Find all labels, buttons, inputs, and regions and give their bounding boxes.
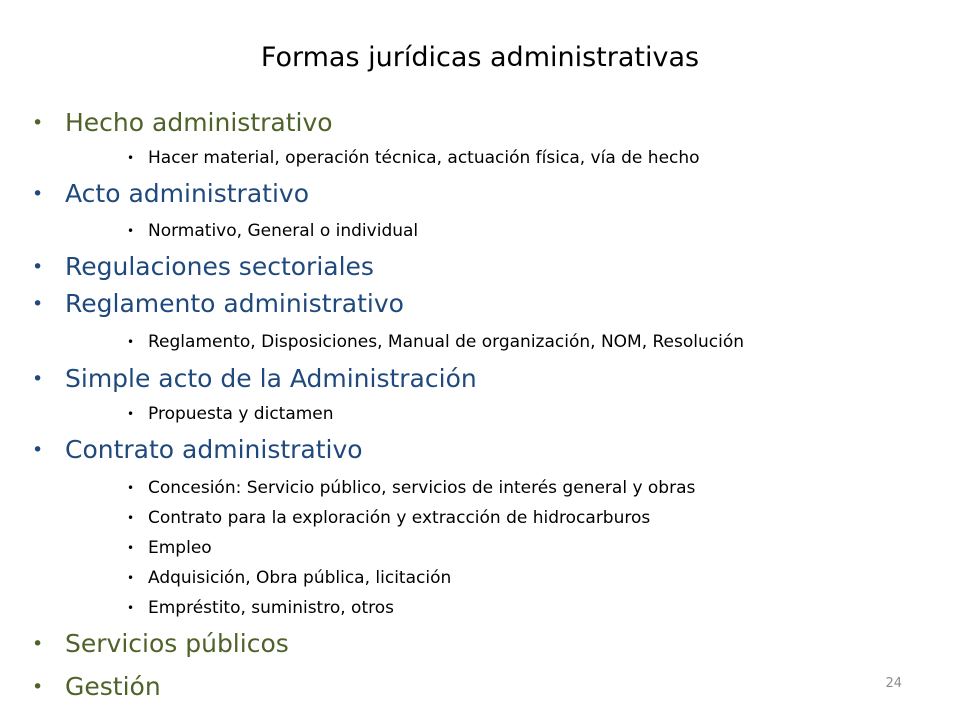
slide-title: Formas jurídicas administrativas bbox=[260, 42, 700, 73]
sub-bullet-item-label: Empréstito, suministro, otros bbox=[148, 598, 394, 618]
sub-bullet-item-label: Contrato para la exploración y extracción de hidrocarburos bbox=[148, 508, 651, 528]
bullet-dot-icon: • bbox=[32, 676, 44, 698]
sub-bullet-dot-icon: • bbox=[127, 511, 135, 525]
sub-bullet-item-label: Hacer material, operación técnica, actuación física, vía de hecho bbox=[148, 148, 700, 168]
sub-bullet-dot-icon: • bbox=[127, 151, 135, 165]
sub-bullet-dot-icon: • bbox=[127, 571, 135, 585]
sub-bullet-dot-icon: • bbox=[127, 601, 135, 615]
bullet-dot-icon: • bbox=[32, 633, 44, 655]
sub-bullet-item-label: Adquisición, Obra pública, licitación bbox=[148, 568, 452, 588]
sub-bullet-item-label: Reglamento, Disposiciones, Manual de organización, NOM, Resolución bbox=[148, 332, 745, 352]
bullet-item-label: Contrato administrativo bbox=[65, 435, 363, 464]
bullet-item-label: Hecho administrativo bbox=[65, 108, 333, 137]
bullet-dot-icon: • bbox=[32, 112, 44, 134]
sub-bullet-item-label: Propuesta y dictamen bbox=[148, 404, 334, 424]
sub-bullet-item-label: Concesión: Servicio público, servicios de interés general y obras bbox=[148, 478, 696, 498]
bullet-dot-icon: • bbox=[32, 368, 44, 390]
sub-bullet-dot-icon: • bbox=[127, 541, 135, 555]
bullet-dot-icon: • bbox=[32, 183, 44, 205]
bullet-item-label: Acto administrativo bbox=[65, 179, 309, 208]
bullet-dot-icon: • bbox=[32, 293, 44, 315]
sub-bullet-dot-icon: • bbox=[127, 407, 135, 421]
sub-bullet-dot-icon: • bbox=[127, 224, 135, 238]
sub-bullet-dot-icon: • bbox=[127, 481, 135, 495]
sub-bullet-dot-icon: • bbox=[127, 335, 135, 349]
bullet-dot-icon: • bbox=[32, 439, 44, 461]
bullet-dot-icon: • bbox=[32, 256, 44, 278]
bullet-item-label: Gestión bbox=[65, 672, 161, 701]
sub-bullet-item-label: Empleo bbox=[148, 538, 212, 558]
bullet-item-label: Servicios públicos bbox=[65, 629, 289, 658]
bullet-item-label: Simple acto de la Administración bbox=[65, 364, 477, 393]
sub-bullet-item-label: Normativo, General o individual bbox=[148, 221, 419, 241]
bullet-item-label: Regulaciones sectoriales bbox=[65, 252, 374, 281]
page-number: 24 bbox=[885, 676, 902, 691]
bullet-item-label: Reglamento administrativo bbox=[65, 289, 404, 318]
